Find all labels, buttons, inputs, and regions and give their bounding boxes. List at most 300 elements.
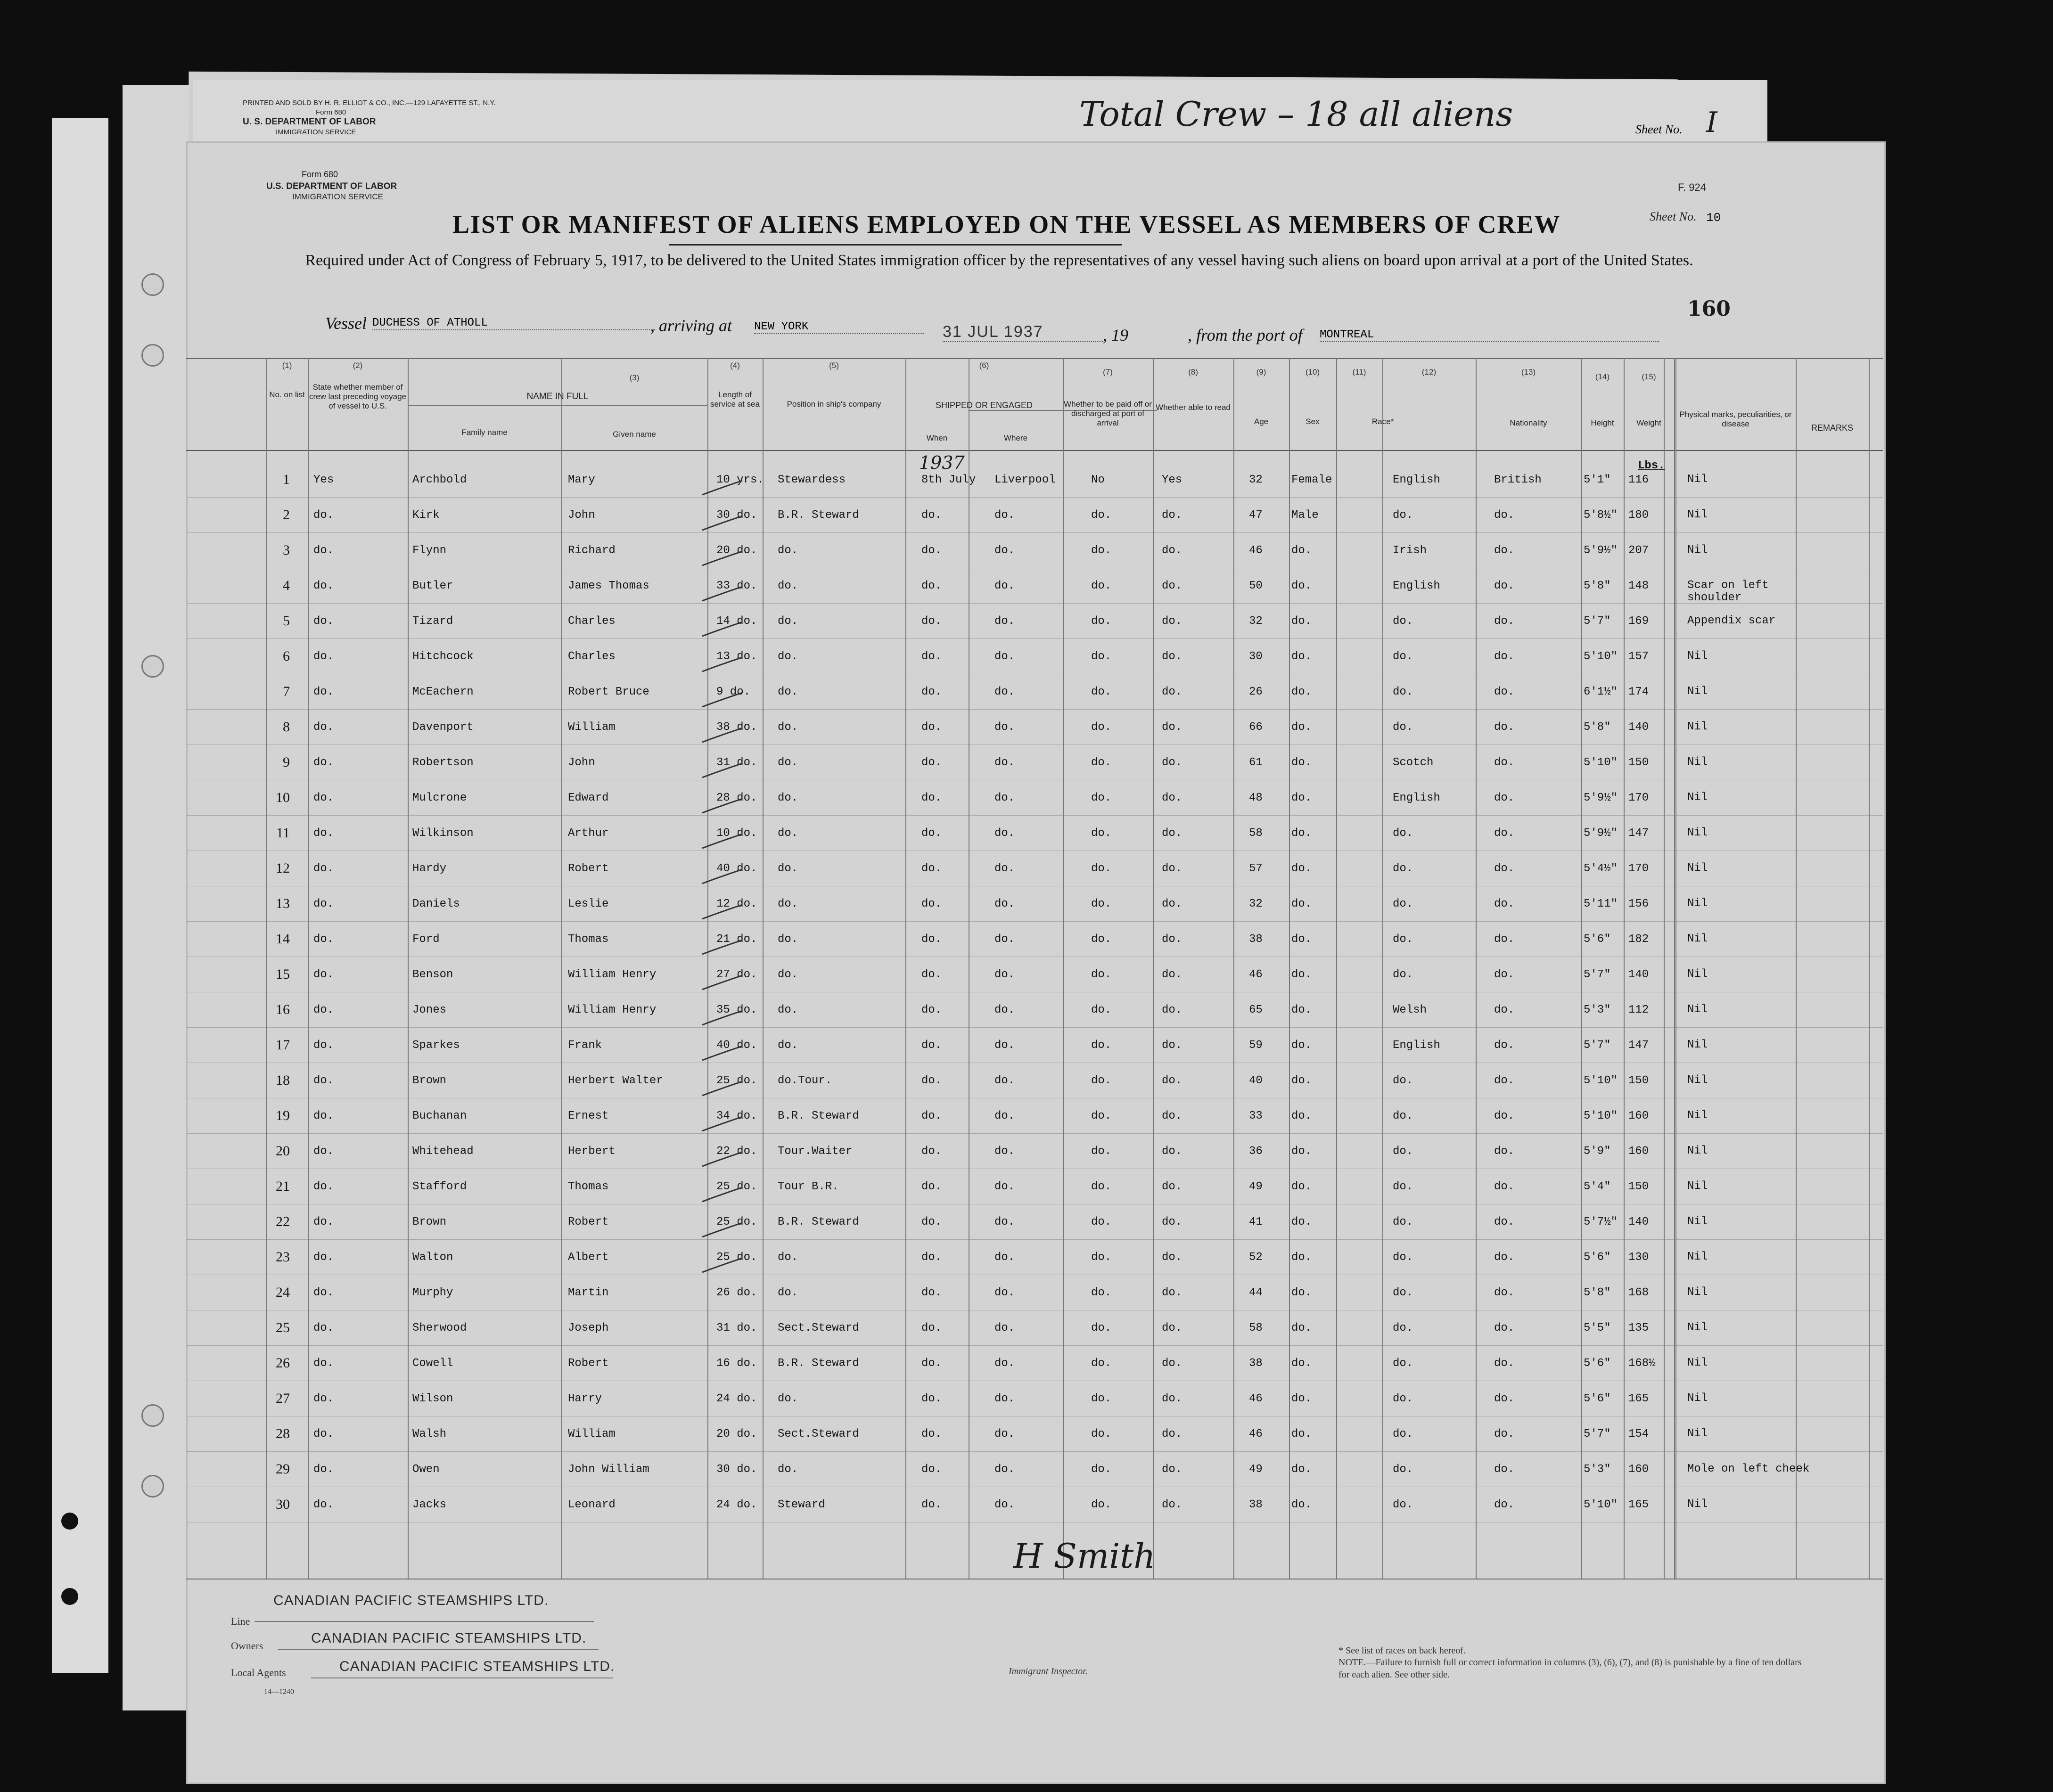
- cell-physical-marks: Nil: [1687, 1498, 1708, 1511]
- row-number: 18: [276, 1072, 290, 1088]
- cell-weight: 154: [1628, 1428, 1649, 1440]
- cell-able-read: do.: [1162, 968, 1183, 981]
- cell-when: do.: [921, 615, 942, 628]
- cell-paid-off: do.: [1091, 686, 1112, 698]
- cell-when: do.: [921, 1004, 942, 1016]
- header-position: Position in ship's company: [787, 400, 881, 409]
- tick-mark: [702, 834, 742, 848]
- cell-family-name: Hardy: [412, 862, 447, 875]
- cell-nationality: do.: [1494, 1004, 1515, 1016]
- cell-given-name: Herbert Walter: [568, 1074, 663, 1087]
- cell-paid-off: do.: [1091, 580, 1112, 592]
- sheet-number: 10: [1706, 211, 1721, 225]
- cell-race: do.: [1393, 1216, 1413, 1228]
- cell-nationality: do.: [1494, 1074, 1515, 1087]
- cell-given-name: Robert: [568, 1357, 609, 1370]
- cell-physical-marks: Nil: [1687, 897, 1708, 910]
- cell-family-name: Stafford: [412, 1180, 467, 1193]
- cell-family-name: Brown: [412, 1074, 447, 1087]
- cell-family-name: Cowell: [412, 1357, 453, 1370]
- cell-where: do.: [994, 898, 1015, 910]
- cell-height: 5'9½": [1584, 792, 1618, 804]
- cell-physical-marks: Nil: [1687, 933, 1708, 945]
- cell-sex: do.: [1291, 792, 1312, 804]
- cell-position: do.: [778, 827, 798, 840]
- cell-age: 38: [1249, 933, 1263, 946]
- prev-department: U. S. DEPARTMENT OF LABOR: [243, 117, 376, 127]
- cell-physical-marks: Nil: [1687, 1321, 1708, 1334]
- cell-age: 65: [1249, 1004, 1263, 1016]
- cell-service: 30 do.: [716, 1463, 757, 1476]
- cell-position: do.: [778, 650, 798, 663]
- line-value: CANADIAN PACIFIC STEAMSHIPS LTD.: [273, 1593, 549, 1608]
- header-remarks: REMARKS: [1811, 423, 1853, 433]
- cell-physical-marks: Nil: [1687, 720, 1708, 733]
- cell-age: 32: [1249, 898, 1263, 910]
- cell-able-read: do.: [1162, 1498, 1183, 1511]
- cell-physical-marks: Scar on left shoulder: [1687, 579, 1769, 604]
- row-number: 12: [276, 860, 290, 876]
- col-number: (10): [1305, 368, 1320, 376]
- cell-state: do.: [313, 933, 334, 946]
- cell-when: do.: [921, 862, 942, 875]
- cell-state: do.: [313, 544, 334, 557]
- cell-where: do.: [994, 1145, 1015, 1158]
- col-number: (5): [829, 361, 839, 370]
- tick-mark: [702, 1223, 742, 1237]
- cell-when: do.: [921, 933, 942, 946]
- tick-mark: [702, 1152, 742, 1166]
- cell-state: do.: [313, 509, 334, 522]
- inspector-signature: H Smith: [1013, 1536, 1156, 1576]
- cell-weight: 182: [1628, 933, 1649, 946]
- cell-race: English: [1393, 474, 1440, 486]
- cell-physical-marks: Nil: [1687, 1215, 1708, 1228]
- cell-nationality: do.: [1494, 650, 1515, 663]
- cell-family-name: Jacks: [412, 1498, 447, 1511]
- cell-weight: 174: [1628, 686, 1649, 698]
- cell-race: do.: [1393, 827, 1413, 840]
- cell-position: do.: [778, 862, 798, 875]
- tick-mark: [702, 657, 742, 671]
- tick-mark: [702, 869, 742, 884]
- tick-mark: [702, 481, 742, 495]
- cell-service: 24 do.: [716, 1392, 757, 1405]
- cell-when: do.: [921, 721, 942, 734]
- cell-able-read: do.: [1162, 1110, 1183, 1122]
- cell-when: do.: [921, 1110, 942, 1122]
- tick-mark: [702, 1117, 742, 1131]
- cell-race: English: [1393, 1039, 1440, 1052]
- cell-where: do.: [994, 509, 1015, 522]
- cell-physical-marks: Nil: [1687, 968, 1708, 981]
- cell-nationality: do.: [1494, 1322, 1515, 1334]
- cell-when: do.: [921, 1357, 942, 1370]
- cell-age: 46: [1249, 1392, 1263, 1405]
- cell-family-name: Sherwood: [412, 1322, 467, 1334]
- vessel-name: DUCHESS OF ATHOLL: [372, 317, 655, 330]
- cell-physical-marks: Nil: [1687, 826, 1708, 839]
- cell-sex: do.: [1291, 827, 1312, 840]
- cell-physical-marks: Nil: [1687, 650, 1708, 663]
- cell-family-name: Walsh: [412, 1428, 447, 1440]
- cell-family-name: Flynn: [412, 544, 447, 557]
- cell-physical-marks: Nil: [1687, 1109, 1708, 1122]
- cell-race: do.: [1393, 968, 1413, 981]
- cell-weight: 170: [1628, 862, 1649, 875]
- cell-family-name: Archbold: [412, 474, 467, 486]
- cell-nationality: do.: [1494, 1039, 1515, 1052]
- cell-sex: Male: [1291, 509, 1319, 522]
- cell-race: do.: [1393, 509, 1413, 522]
- header-physical: Physical marks, peculiarities, or disease: [1679, 410, 1792, 428]
- service-name: IMMIGRATION SERVICE: [292, 192, 384, 201]
- cell-race: do.: [1393, 862, 1413, 875]
- cell-service: 20 do.: [716, 1428, 757, 1440]
- prev-form: Form 680: [316, 108, 346, 116]
- cell-sex: do.: [1291, 1039, 1312, 1052]
- prev-sheet-number: I: [1706, 106, 1717, 139]
- cell-weight: 165: [1628, 1498, 1649, 1511]
- cell-weight: 112: [1628, 1004, 1649, 1016]
- row-number: 17: [276, 1037, 290, 1053]
- cell-state: do.: [313, 615, 334, 628]
- tick-mark: [702, 940, 742, 954]
- cell-service: 27 do.: [716, 968, 757, 981]
- row-number: 9: [283, 754, 290, 770]
- cell-where: do.: [994, 1498, 1015, 1511]
- cell-able-read: do.: [1162, 509, 1183, 522]
- cell-given-name: Harry: [568, 1392, 602, 1405]
- header-shipped: SHIPPED OR ENGAGED: [935, 401, 1033, 410]
- tick-mark: [702, 975, 742, 990]
- cell-able-read: Yes: [1162, 474, 1183, 486]
- cell-able-read: do.: [1162, 827, 1183, 840]
- cell-nationality: do.: [1494, 1110, 1515, 1122]
- cell-nationality: do.: [1494, 933, 1515, 946]
- cell-given-name: Albert: [568, 1251, 609, 1264]
- cell-able-read: do.: [1162, 1322, 1183, 1334]
- cell-family-name: Jones: [412, 1004, 447, 1016]
- cell-service: 40 do.: [716, 862, 757, 875]
- cell-paid-off: do.: [1091, 1428, 1112, 1440]
- cell-able-read: do.: [1162, 686, 1183, 698]
- cell-state: do.: [313, 1357, 334, 1370]
- cell-position: do.: [778, 898, 798, 910]
- row-number: 21: [276, 1178, 290, 1194]
- header-length-service: Length of service at sea: [710, 390, 760, 409]
- cell-when: do.: [921, 1392, 942, 1405]
- cell-sex: do.: [1291, 1392, 1312, 1405]
- cell-height: 5'7": [1584, 968, 1611, 981]
- cell-when: do.: [921, 756, 942, 769]
- cell-where: do.: [994, 862, 1015, 875]
- cell-paid-off: do.: [1091, 1110, 1112, 1122]
- header-able-read: Whether able to read: [1156, 403, 1231, 412]
- cell-sex: do.: [1291, 1251, 1312, 1264]
- cell-height: 5'10": [1584, 650, 1618, 663]
- cell-given-name: Mary: [568, 474, 595, 486]
- cell-service: 38 do.: [716, 721, 757, 734]
- tick-mark: [702, 1258, 742, 1272]
- cell-service: 22 do.: [716, 1145, 757, 1158]
- cell-family-name: Sparkes: [412, 1039, 460, 1052]
- col-number: (15): [1642, 372, 1656, 381]
- cell-given-name: Herbert: [568, 1145, 616, 1158]
- cell-position: do.: [778, 1039, 798, 1052]
- cell-service: 35 do.: [716, 1004, 757, 1016]
- cell-physical-marks: Nil: [1687, 508, 1708, 521]
- cell-paid-off: do.: [1091, 792, 1112, 804]
- footer-rule: [278, 1649, 599, 1650]
- cell-family-name: McEachern: [412, 686, 474, 698]
- cell-nationality: do.: [1494, 1463, 1515, 1476]
- cell-able-read: do.: [1162, 580, 1183, 592]
- cell-paid-off: do.: [1091, 544, 1112, 557]
- cell-given-name: Charles: [568, 650, 616, 663]
- cell-age: 33: [1249, 1110, 1263, 1122]
- binder-edge: [52, 118, 108, 1673]
- cell-age: 52: [1249, 1251, 1263, 1264]
- row-number: 7: [283, 684, 290, 699]
- cell-where: do.: [994, 1251, 1015, 1264]
- cell-where: do.: [994, 1110, 1015, 1122]
- header-race: Race*: [1371, 417, 1394, 426]
- cell-height: 5'9½": [1584, 544, 1618, 557]
- cell-service: 40 do.: [716, 1039, 757, 1052]
- title-rule: [669, 244, 1122, 245]
- cell-position: do.: [778, 1286, 798, 1299]
- cell-paid-off: do.: [1091, 1216, 1112, 1228]
- row-number: 26: [276, 1355, 290, 1371]
- cell-age: 50: [1249, 580, 1263, 592]
- cell-nationality: do.: [1494, 1286, 1515, 1299]
- cell-nationality: British: [1494, 474, 1542, 486]
- cell-race: do.: [1393, 1110, 1413, 1122]
- cell-state: do.: [313, 1039, 334, 1052]
- header-no-on-list: No. on list: [269, 390, 305, 399]
- cell-family-name: Tizard: [412, 615, 453, 628]
- cell-sex: do.: [1291, 1357, 1312, 1370]
- cell-family-name: Daniels: [412, 898, 460, 910]
- cell-weight: 147: [1628, 827, 1649, 840]
- row-number: 15: [276, 966, 290, 982]
- cell-age: 32: [1249, 615, 1263, 628]
- cell-when: do.: [921, 686, 942, 698]
- cell-sex: do.: [1291, 1498, 1312, 1511]
- cell-weight: 168: [1628, 1286, 1649, 1299]
- cell-race: do.: [1393, 1145, 1413, 1158]
- cell-sex: do.: [1291, 862, 1312, 875]
- cell-service: 33 do.: [716, 580, 757, 592]
- cell-age: 58: [1249, 827, 1263, 840]
- cell-when: do.: [921, 1286, 942, 1299]
- cell-position: do.: [778, 580, 798, 592]
- cell-nationality: do.: [1494, 686, 1515, 698]
- cell-when: 8th July: [921, 474, 976, 486]
- cell-race: do.: [1393, 1428, 1413, 1440]
- cell-height: 5'8½": [1584, 509, 1618, 522]
- tick-mark: [702, 905, 742, 919]
- cell-when: do.: [921, 650, 942, 663]
- col-number: (3): [629, 373, 640, 382]
- cell-age: 40: [1249, 1074, 1263, 1087]
- cell-when: do.: [921, 827, 942, 840]
- tick-mark: [702, 728, 742, 742]
- cell-sex: do.: [1291, 721, 1312, 734]
- manifest-subtitle: Required under Act of Congress of February 5, 1917, to be delivered to the United States immigration officer by the representatives of any vessel having such aliens on board upon arrival at a port of the United States.: [305, 252, 1693, 269]
- tick-marks: [698, 471, 754, 1555]
- cell-age: 57: [1249, 862, 1263, 875]
- cell-weight: 160: [1628, 1145, 1649, 1158]
- cell-nationality: do.: [1494, 1251, 1515, 1264]
- cell-paid-off: do.: [1091, 1074, 1112, 1087]
- cell-service: 31 do.: [716, 756, 757, 769]
- cell-where: do.: [994, 1180, 1015, 1193]
- cell-when: do.: [921, 580, 942, 592]
- row-number: 5: [283, 613, 290, 629]
- cell-when: do.: [921, 544, 942, 557]
- cell-weight: 148: [1628, 580, 1649, 592]
- cell-sex: do.: [1291, 686, 1312, 698]
- page-mark: 160: [1687, 297, 1731, 321]
- tick-mark: [702, 1011, 742, 1025]
- cell-physical-marks: Nil: [1687, 1180, 1708, 1193]
- print-code: 14—1240: [264, 1688, 294, 1696]
- cell-nationality: do.: [1494, 792, 1515, 804]
- cell-where: do.: [994, 686, 1015, 698]
- cell-state: do.: [313, 1498, 334, 1511]
- weight-unit: Lbs.: [1638, 459, 1665, 472]
- tick-mark: [702, 551, 742, 565]
- cell-physical-marks: Nil: [1687, 1251, 1708, 1263]
- cell-paid-off: do.: [1091, 1357, 1112, 1370]
- cell-position: do.: [778, 615, 798, 628]
- cell-race: do.: [1393, 1463, 1413, 1476]
- cell-nationality: do.: [1494, 580, 1515, 592]
- cell-service: 24 do.: [716, 1498, 757, 1511]
- prev-service: IMMIGRATION SERVICE: [276, 128, 356, 136]
- cell-where: do.: [994, 933, 1015, 946]
- cell-age: 36: [1249, 1145, 1263, 1158]
- cell-age: 49: [1249, 1463, 1263, 1476]
- cell-service: 9 do.: [716, 686, 751, 698]
- cell-position: B.R. Steward: [778, 1357, 859, 1370]
- header-family-name: Family name: [461, 428, 508, 437]
- cell-sex: do.: [1291, 615, 1312, 628]
- printer-line: PRINTED AND SOLD BY H. R. ELLIOT & CO., INC.—129 LAFAYETTE ST., N.Y.: [243, 99, 496, 107]
- row-number: 2: [283, 507, 290, 523]
- cell-paid-off: do.: [1091, 721, 1112, 734]
- cell-paid-off: do.: [1091, 1251, 1112, 1264]
- col-number: (6): [979, 361, 989, 370]
- cell-height: 5'5": [1584, 1322, 1611, 1334]
- cell-position: do.: [778, 968, 798, 981]
- cell-state: do.: [313, 862, 334, 875]
- cell-able-read: do.: [1162, 1004, 1183, 1016]
- cell-able-read: do.: [1162, 615, 1183, 628]
- cell-race: Irish: [1393, 544, 1427, 557]
- agents-value: CANADIAN PACIFIC STEAMSHIPS LTD.: [339, 1659, 615, 1674]
- cell-height: 5'7½": [1584, 1216, 1618, 1228]
- cell-sex: do.: [1291, 1216, 1312, 1228]
- agents-label: Local Agents: [231, 1667, 286, 1678]
- cell-able-read: do.: [1162, 1463, 1183, 1476]
- tick-mark: [702, 799, 742, 813]
- header-state-whether: State whether member of crew last preceding voyage of vessel to U.S.: [309, 383, 406, 410]
- inspector-label: Immigrant Inspector.: [1009, 1666, 1088, 1677]
- cell-sex: do.: [1291, 1110, 1312, 1122]
- cell-nationality: do.: [1494, 1498, 1515, 1511]
- header-paid-off: Whether to be paid off or discharged at port of arrival: [1064, 400, 1152, 427]
- cell-state: do.: [313, 721, 334, 734]
- cell-physical-marks: Nil: [1687, 1074, 1708, 1087]
- cell-weight: 147: [1628, 1039, 1649, 1052]
- cell-height: 5'6": [1584, 1392, 1611, 1405]
- cell-sex: do.: [1291, 1428, 1312, 1440]
- manifest-title: LIST OR MANIFEST OF ALIENS EMPLOYED ON THE VESSEL AS MEMBERS OF CREW: [452, 210, 1561, 238]
- cell-family-name: Mulcrone: [412, 792, 467, 804]
- arriving-port: NEW YORK: [754, 320, 924, 334]
- cell-nationality: do.: [1494, 898, 1515, 910]
- col-number: (7): [1103, 368, 1113, 376]
- cell-when: do.: [921, 1216, 942, 1228]
- cell-position: Sect.Steward: [778, 1322, 859, 1334]
- row-number: 4: [283, 578, 290, 593]
- cell-when: do.: [921, 968, 942, 981]
- cell-height: 5'7": [1584, 615, 1611, 628]
- cell-weight: 140: [1628, 721, 1649, 734]
- cell-able-read: do.: [1162, 650, 1183, 663]
- header-where: Where: [1003, 434, 1028, 442]
- cell-sex: do.: [1291, 1286, 1312, 1299]
- col-number: (2): [353, 361, 363, 370]
- note-races: * See list of races on back hereof.: [1339, 1645, 1466, 1656]
- cell-height: 5'10": [1584, 1110, 1618, 1122]
- cell-nationality: do.: [1494, 862, 1515, 875]
- cell-paid-off: do.: [1091, 756, 1112, 769]
- cell-given-name: William Henry: [568, 968, 657, 981]
- cell-age: 41: [1249, 1216, 1263, 1228]
- cell-state: do.: [313, 1392, 334, 1405]
- cell-when: do.: [921, 792, 942, 804]
- sheet-label: Sheet No.: [1650, 210, 1697, 223]
- from-port: MONTREAL: [1320, 328, 1659, 342]
- cell-service: 25 do.: [716, 1216, 757, 1228]
- cell-age: 46: [1249, 544, 1263, 557]
- cell-paid-off: do.: [1091, 615, 1112, 628]
- cell-physical-marks: Mole on left cheek: [1687, 1463, 1810, 1475]
- cell-weight: 156: [1628, 898, 1649, 910]
- cell-physical-marks: Nil: [1687, 1357, 1708, 1369]
- cell-family-name: Butler: [412, 580, 453, 592]
- binder-hole: [61, 1588, 78, 1605]
- cell-weight: 157: [1628, 650, 1649, 663]
- binder-hole: [141, 344, 164, 367]
- cell-height: 5'6": [1584, 933, 1611, 946]
- cell-weight: 135: [1628, 1322, 1649, 1334]
- header-age: Age: [1254, 417, 1269, 426]
- row-number: 3: [283, 542, 290, 558]
- cell-position: B.R. Steward: [778, 1110, 859, 1122]
- cell-weight: 168½: [1628, 1357, 1656, 1370]
- cell-when: do.: [921, 1180, 942, 1193]
- cell-service: 12 do.: [716, 898, 757, 910]
- row-number: 29: [276, 1461, 290, 1477]
- cell-weight: 160: [1628, 1463, 1649, 1476]
- cell-race: Scotch: [1393, 756, 1434, 769]
- cell-nationality: do.: [1494, 1392, 1515, 1405]
